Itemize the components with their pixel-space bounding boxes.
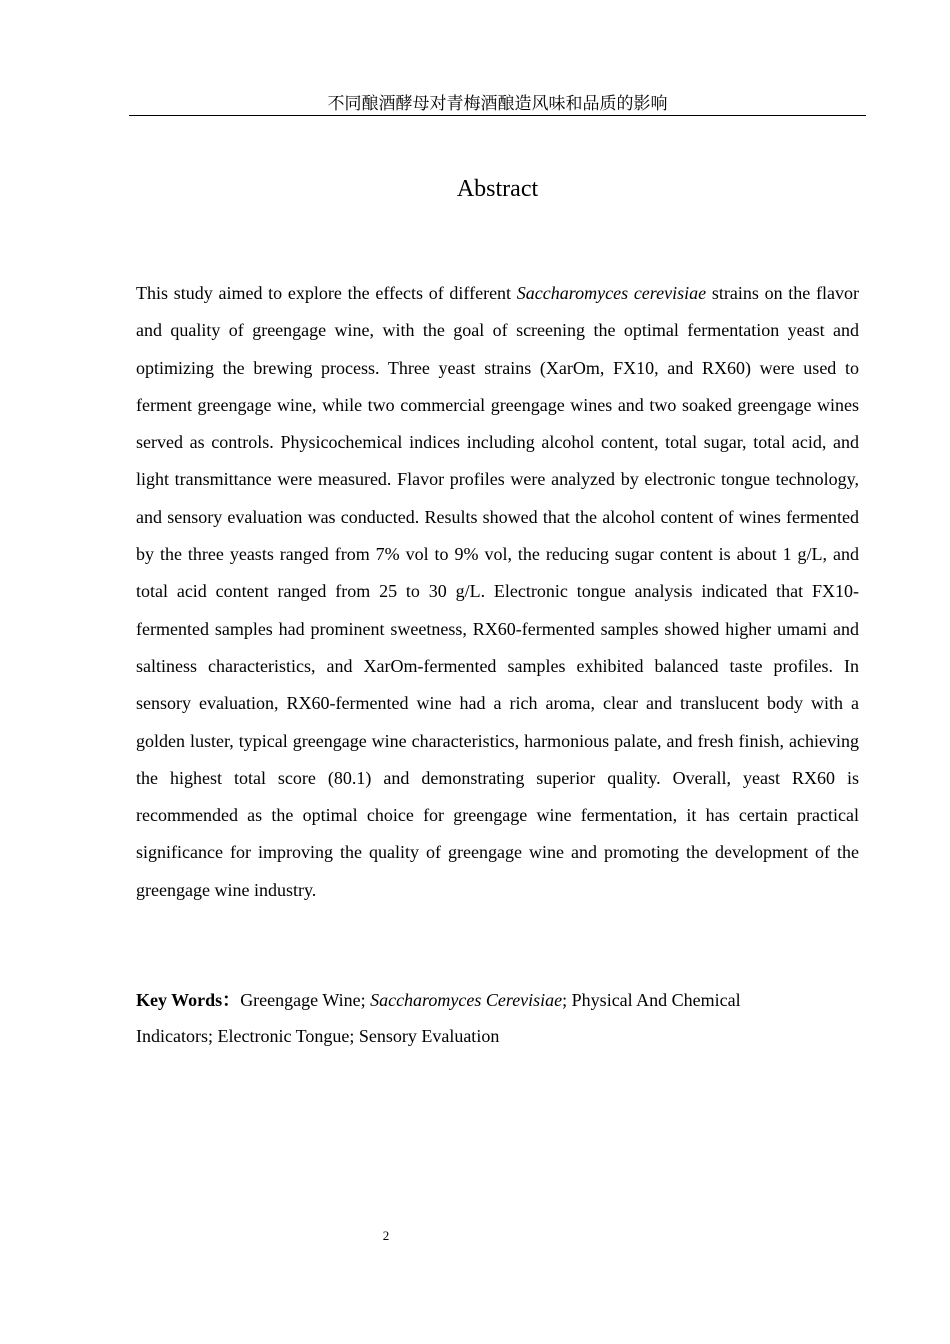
keywords-text-2: ; Physical And Chemical bbox=[562, 990, 741, 1010]
keywords-text-1: Greengage Wine; bbox=[240, 990, 371, 1010]
header-divider bbox=[129, 115, 866, 116]
running-header-title: 不同酿酒酵母对青梅酒酿造风味和品质的影响 bbox=[327, 94, 668, 114]
keywords-species-name: Saccharomyces Cerevisiae bbox=[370, 990, 563, 1010]
abstract-paragraph bbox=[136, 275, 859, 909]
abstract-text-1: This study aimed to explore the effects of different bbox=[136, 283, 517, 303]
page-title: Abstract bbox=[456, 176, 539, 202]
page-number: 2 bbox=[382, 1228, 390, 1243]
keywords-label: Key Words： bbox=[136, 990, 241, 1010]
abstract-species-name: Saccharomyces cerevisiae bbox=[516, 283, 707, 303]
keywords-text-3: Indicators; Electronic Tongue; Sensory Evaluation bbox=[136, 1026, 500, 1046]
keywords-block bbox=[136, 982, 859, 1054]
abstract-text-2: strains on the flavor and quality of greengage wine, with the goal of screening the optimal fermentation yeast and optimizing the brewing process. Three yeast strains (XarOm, FX10, and RX60) were used to ferment greengage wine, while two commercial greengage wines and two soaked greengage wines served as controls. Physicochemical indices including alcohol content, total sugar, total acid, and light transmittance were measured. Flavor profiles were analyzed by electronic tongue technology, and sensory evaluation was conducted. Results showed that the alcohol content of wines fermented by the three yeasts ranged from 7% vol to 9% vol, the reducing sugar content is about 1 g/L, and total acid content ranged from 25 to 30 g/L. Electronic tongue analysis indicated that FX10-fermented samples had prominent sweetness, RX60-fermented samples showed higher umami and saltiness characteristics, and XarOm-fermented samples exhibited balanced taste profiles. In sensory evaluation, RX60-fermented wine had a rich aroma, clear and translucent body with a golden luster, typical greengage wine characteristics, harmonious palate, and fresh finish, achieving the highest total score (80.1) and demonstrating superior quality. Overall, yeast RX60 is recommended as the optimal choice for greengage wine fermentation, it has certain practical significance for improving the quality of greengage wine and promoting the development of the greengage wine industry. bbox=[136, 283, 859, 900]
